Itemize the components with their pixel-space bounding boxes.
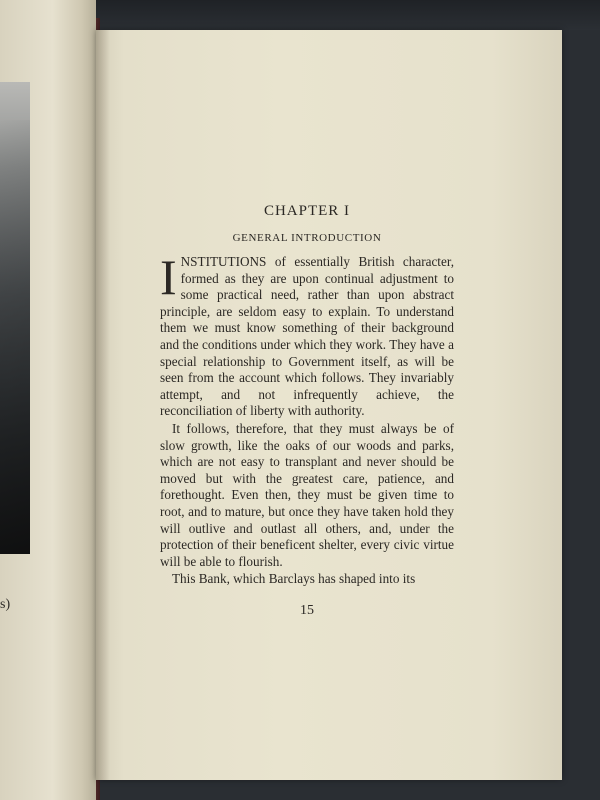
left-page <box>0 0 96 800</box>
paragraph-3: This Bank, which Barclays has shaped into its <box>172 571 416 587</box>
caption-fragment: s) <box>0 597 11 612</box>
paragraph-1-text: NSTITUTIONS of essentially British character, formed as they are upon continual adjustment to some practical need, rather than upon abstract principle, are seldom easy to explain. To understand them we must know something of their background and the conditions under which they work. They have a special relationship to Government itself, as will be seen from the account which follows. They invariably attempt, and not infrequently achieve, the reconciliation of liberty with authority. <box>160 254 454 419</box>
page-text-block <box>160 203 454 618</box>
drop-cap: I <box>160 249 177 305</box>
section-title: GENERAL INTRODUCTION <box>232 232 382 244</box>
paragraph-1 <box>160 249 454 420</box>
page-number: 15 <box>300 603 314 618</box>
page-gutter <box>96 30 110 780</box>
paragraph-2: It follows, therefore, that they must always be of slow growth, like the oaks of our woods and parks, which are not easy to transplant and never should be moved but with the greatest care, patience, and forethought. Even then, they must be given time to root, and to mature, but once they have taken hold they will outlive and outlast all others, and, under the protection of their beneficent shelter, every civic virtue will be able to flourish. <box>160 420 454 569</box>
background-surface <box>60 0 600 30</box>
plate-shadow <box>0 120 30 554</box>
chapter-title: CHAPTER I <box>263 203 351 219</box>
